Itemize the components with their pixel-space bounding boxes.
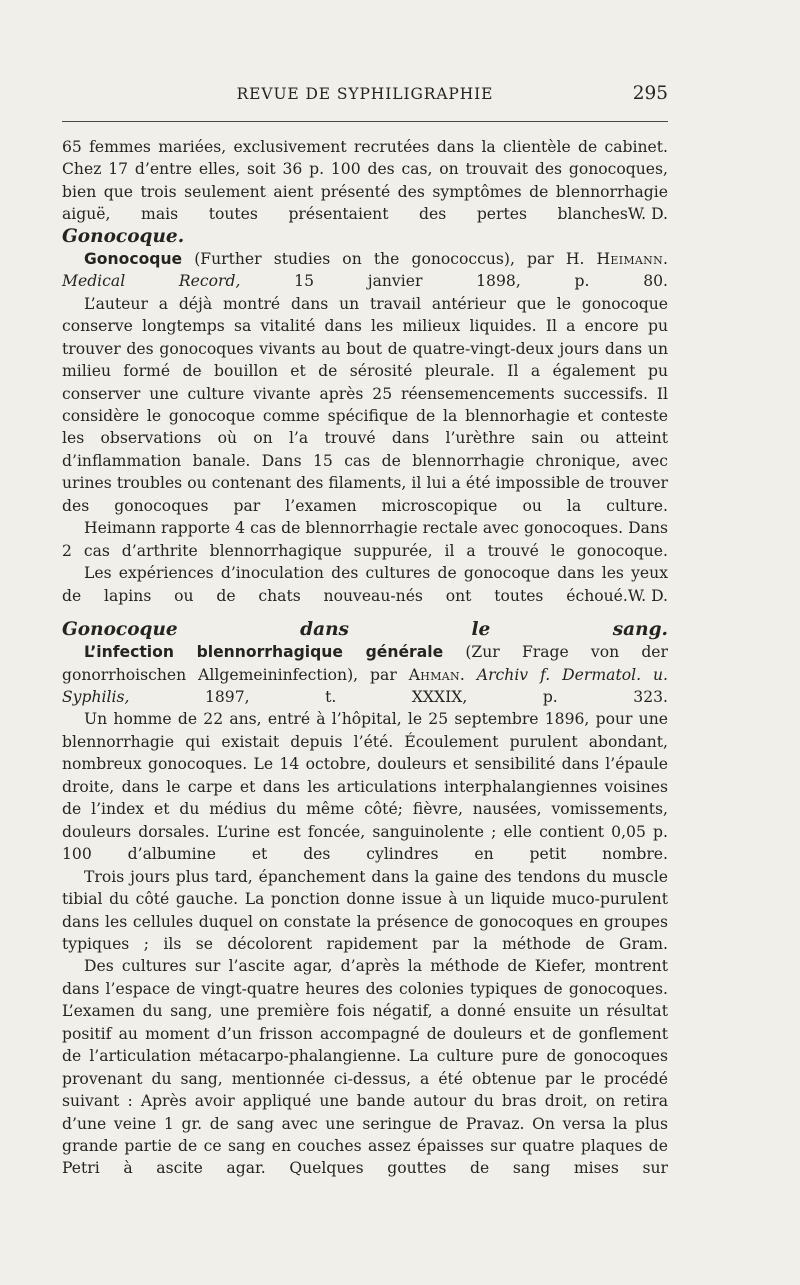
page-body [62,136,668,1180]
section-title: Gonocoque dans le sang. [62,619,668,641]
section-title: Gonocoque. [62,225,185,247]
paragraph: L’auteur a déjà montré dans un travail antérieur que le gonocoque conserve longtemps sa vitalité dans les milieux liquides. Il a encore pu trouver des gonocoques vivants au bout de quatre-vingt-deux jours dans un milieu formé de bouillon et de sérosité pleurale. Il a également pu conserver une culture vivante après 25 réensemencements successifs. Il considère le gonocoque comme spécifique de la blennorhagie et conteste les observations où on l’a trouvé dans l’urèthre sain ou atteint d’inflammation banale. Dans 15 cas de blennorrhagie chronique, avec urines troubles ou contenant des filaments, il lui a été impossible de trouver des gonocoques par l’examen microscopique ou la culture. [62,294,668,515]
citation-text: (Zur Frage von der gonorrhoischen Allgemeininfection), par [62,643,668,684]
citation-text: 1897, t. XXXIX, p. 323. [129,687,668,706]
paragraph: Des cultures sur l’ascite agar, d’après la méthode de Kiefer, montrent dans l’espace de vingt-quatre heures des colonies typiques de gonocoques. L’examen du sang, une première fois négatif, a donné ensuite un résultat positif au moment d’un frisson accompagné de douleurs et de gonflement de l’articulation métacarpo-phalangienne. La culture pure de gonocoques provenant du sang, mentionnée ci-dessus, a été obtenue par le procédé suivant : Après avoir appliqué une bande autour du bras droit, on retira d’une veine 1 gr. de sang avec une seringue de Pravaz. On versa la plus grande partie de ce sang en couches assez épaisses sur quatre plaques de Petri à ascite agar. Quelques gouttes de sang mises sur [62,957,668,1178]
paragraph [62,562,668,607]
running-title: REVUE DE SYPHILIGRAPHIE [236,85,494,103]
citation-text: . [663,249,668,268]
entry-title: Gonocoque [84,249,183,268]
citation [62,248,668,293]
author-name: Heimann [596,249,664,268]
signature: W. D. [627,205,668,224]
carryover-paragraph [62,136,668,226]
signature: W. D. [627,586,668,605]
citation-text: . [459,665,477,684]
paragraph-text: Les expériences d’inoculation des cultures de gonocoque dans les yeux de lapins ou de chats nouveau-nés ont toutes échoué. [62,564,668,605]
author-name: Ahman [408,665,460,684]
paragraph: Trois jours plus tard, épanchement dans la gaine des tendons du muscle tibial du côté gauche. La ponction donne issue à un liquide muco-purulent dans les cellules duquel on constate la présence de gonocoques en groupes typiques ; ils se décolorent rapidement par la méthode de Gram. [62,867,668,953]
carryover-text: 65 femmes mariées, exclusivement recrutées dans la clientèle de cabinet. Chez 17 d’entre elles, soit 36 p. 100 des cas, on trouvait des gonocoques, bien que trois seulement aient présenté des symptômes de blennorrhagie aiguë, mais toutes présentaient des pertes blanches [62,138,668,224]
page-number: 295 [632,83,668,104]
paragraph: Heimann rapporte 4 cas de blennorrhagie rectale avec gonocoques. Dans 2 cas d’arthrite blennorrhagique suppurée, il a trouvé le gonocoque. [62,519,668,560]
page-header [62,85,668,109]
citation [62,641,668,708]
entry-title: L’infection blennorrhagique générale [84,643,444,662]
citation-text: (Further studies on the gonococcus), par H. [182,249,597,268]
header-rule [62,121,668,122]
citation-text: 15 janvier 1898, p. 80. [240,272,669,291]
paragraph: Un homme de 22 ans, entré à l’hôpital, le 25 septembre 1896, pour une blennorrhagie qui existait depuis l’été. Écoulement purulent abondant, nombreux gonocoques. Le 14 octobre, douleurs et sensibilité dans l’épaule droite, dans le carpe et dans les articulations interphalangiennes voisines de l’index et du médius du même côté; fièvre, nausées, vomissements, douleurs dorsales. L’urine est foncée, sanguinolente ; elle contient 0,05 p. 100 d’albumine et des cylindres en petit nombre. [62,710,668,864]
journal-name: Medical Record, [62,272,241,291]
journal-name: Archiv f. Dermatol. u. Syphilis, [62,665,668,706]
